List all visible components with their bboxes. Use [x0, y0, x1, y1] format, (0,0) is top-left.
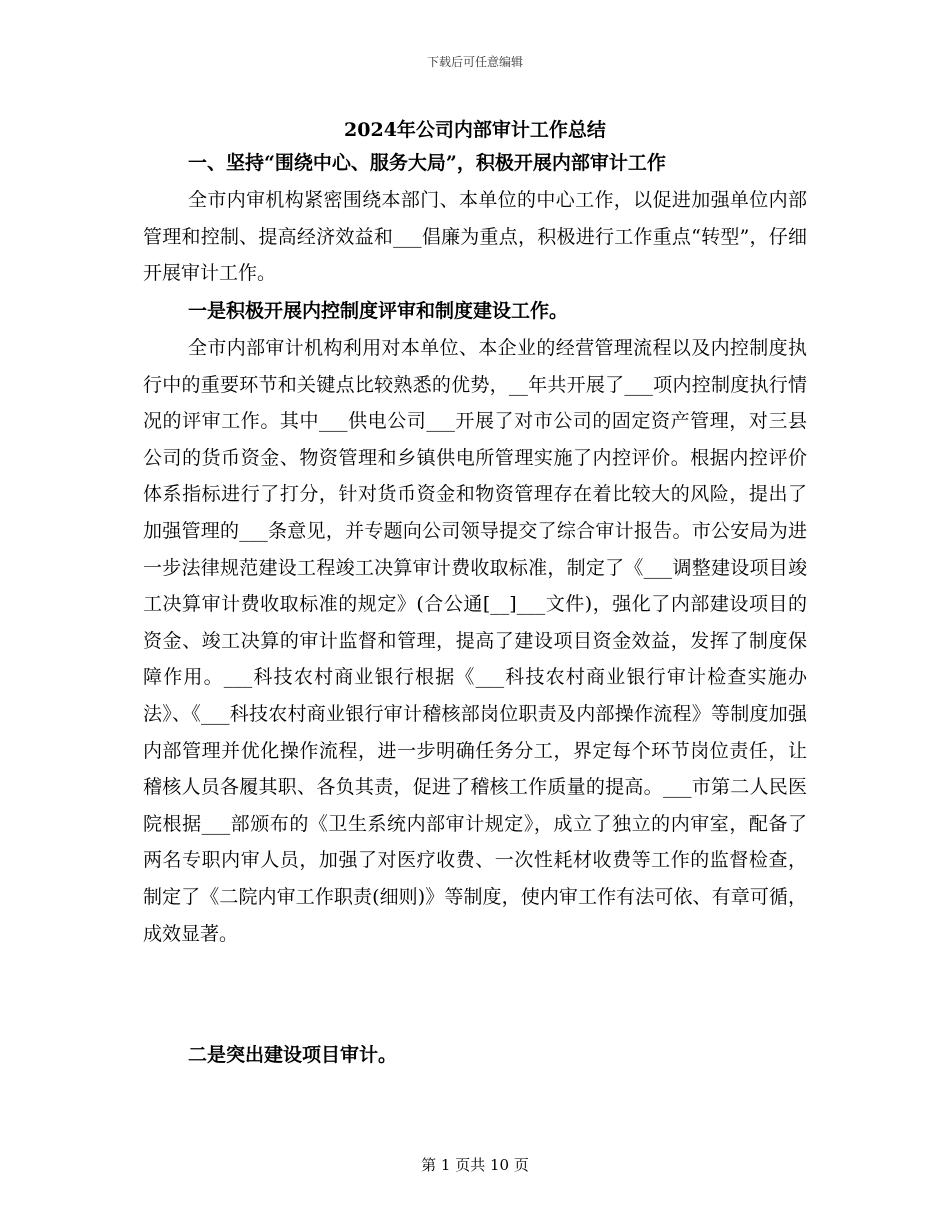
- subsection-heading-2: 二是突出建设项目审计。: [188, 1044, 398, 1066]
- subsection-heading-1: 一是积极开展内控制度评审和制度建设工作。: [188, 300, 569, 322]
- section-heading-1: 一、坚持“围绕中心、服务大局”，积极开展内部审计工作: [188, 152, 666, 174]
- subsection-1-paragraph: 全市内部审计机构利用对本单位、本企业的经营管理流程以及内控制度执行中的重要环节和关键点比较熟悉的优势，__年共开展了___项内控制度执行情况的评审工作。其中___供电公司___开展了对市公司的固定资产管理，对三县公司的货币资金、物资管理和乡镇供电所管理实施了内控评价。根据内控评价体系指标进行了打分，针对货币资金和物资管理存在着比较大的风险，提出了加强管理的___条意见，并专题向公司领导提交了综合审计报告。市公安局为进一步法律规范建设工程竣工决算审计费收取标准，制定了《___调整建设项目竣工决算审计费收取标准的规定》(合公通[__]___文件)，强化了内部建设项目的资金、竣工决算的审计监督和管理，提高了建设项目资金效益，发挥了制度保障作用。___科技农村商业银行根据《___科技农村商业银行审计检查实施办法》、《___科技农村商业银行审计稽核部岗位职责及内部操作流程》等制度加强内部管理并优化操作流程，进一步明确任务分工，界定每个环节岗位责任，让稽核人员各履其职、各负其责，促进了稽核工作质量的提高。___市第二人民医院根据___部颁布的《卫生系统内部审计规定》，成立了独立的内审室，配备了两名专职内审人员，加强了对医疗收费、一次性耗材收费等工作的监督检查，制定了《二院内审工作职责(细则)》等制度，使内审工作有法可依、有章可循，成效显著。: [143, 337, 807, 945]
- section-1-paragraph: 全市内审机构紧密围绕本部门、本单位的中心工作，以促进加强单位内部管理和控制、提高经济效益和___倡廉为重点，积极进行工作重点“转型”，仔细开展审计工作。: [143, 189, 807, 285]
- page-header-note: 下载后可任意编辑: [426, 55, 523, 69]
- page-footer-number: 第 1 页共 10 页: [421, 1156, 529, 1174]
- document-title: 2024年公司内部审计工作总结: [344, 119, 606, 141]
